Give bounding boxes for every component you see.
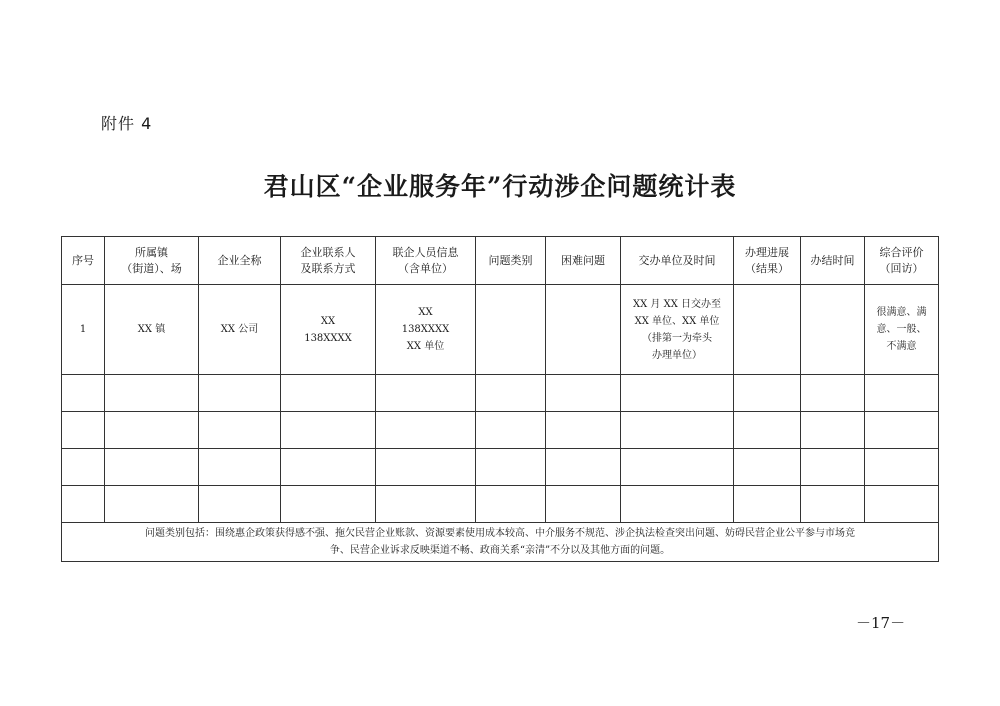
cell-contact: XX 138XXXX [281, 285, 376, 375]
table-row [62, 285, 939, 375]
header-company: 企业全称 [199, 237, 281, 285]
annex-label: 附件 4 [101, 114, 153, 133]
table-row [62, 412, 939, 449]
page-title: 君山区“企业服务年”行动涉企问题统计表 [263, 172, 737, 201]
cell-category [476, 285, 546, 375]
cell-done-time [801, 285, 865, 375]
cell-index: 1 [62, 285, 105, 375]
cell-liaison: XX 138XXXX XX 单位 [376, 285, 476, 375]
header-contact: 企业联系人 及联系方式 [281, 237, 376, 285]
header-town: 所属镇 （街道）、场 [105, 237, 199, 285]
header-done-time: 办结时间 [801, 237, 865, 285]
cell-problem [546, 285, 621, 375]
cell-company: XX 公司 [199, 285, 281, 375]
header-liaison: 联企人员信息 （含单位） [376, 237, 476, 285]
header-progress: 办理进展 （结果） [734, 237, 801, 285]
cell-evaluation: 很满意、满 意、一般、 不满意 [865, 285, 939, 375]
table-row [62, 486, 939, 523]
cell-town: XX 镇 [105, 285, 199, 375]
category-note: 问题类别包括：围绕惠企政策获得感不强、拖欠民营企业账款、资源要素使用成本较高、中介服务不规范、涉企执法检查突出问题、妨碍民营企业公平参与市场竞 争、民营企业诉求反映渠道不畅、政商关系“亲清”不分以及其他方面的问题。 [62, 523, 939, 562]
note-row [62, 523, 939, 562]
cell-assignment: XX 月 XX 日交办至 XX 单位、XX 单位 （排第一为牵头 办理单位） [621, 285, 734, 375]
header-problem: 困难问题 [546, 237, 621, 285]
table-row [62, 375, 939, 412]
header-index: 序号 [62, 237, 105, 285]
page-number: －17－ [856, 614, 906, 632]
header-evaluation: 综合评价 （回访） [865, 237, 939, 285]
statistics-table [61, 236, 939, 562]
table-row [62, 449, 939, 486]
header-assignment: 交办单位及时间 [621, 237, 734, 285]
header-category: 问题类别 [476, 237, 546, 285]
header-row [62, 237, 939, 285]
cell-progress [734, 285, 801, 375]
